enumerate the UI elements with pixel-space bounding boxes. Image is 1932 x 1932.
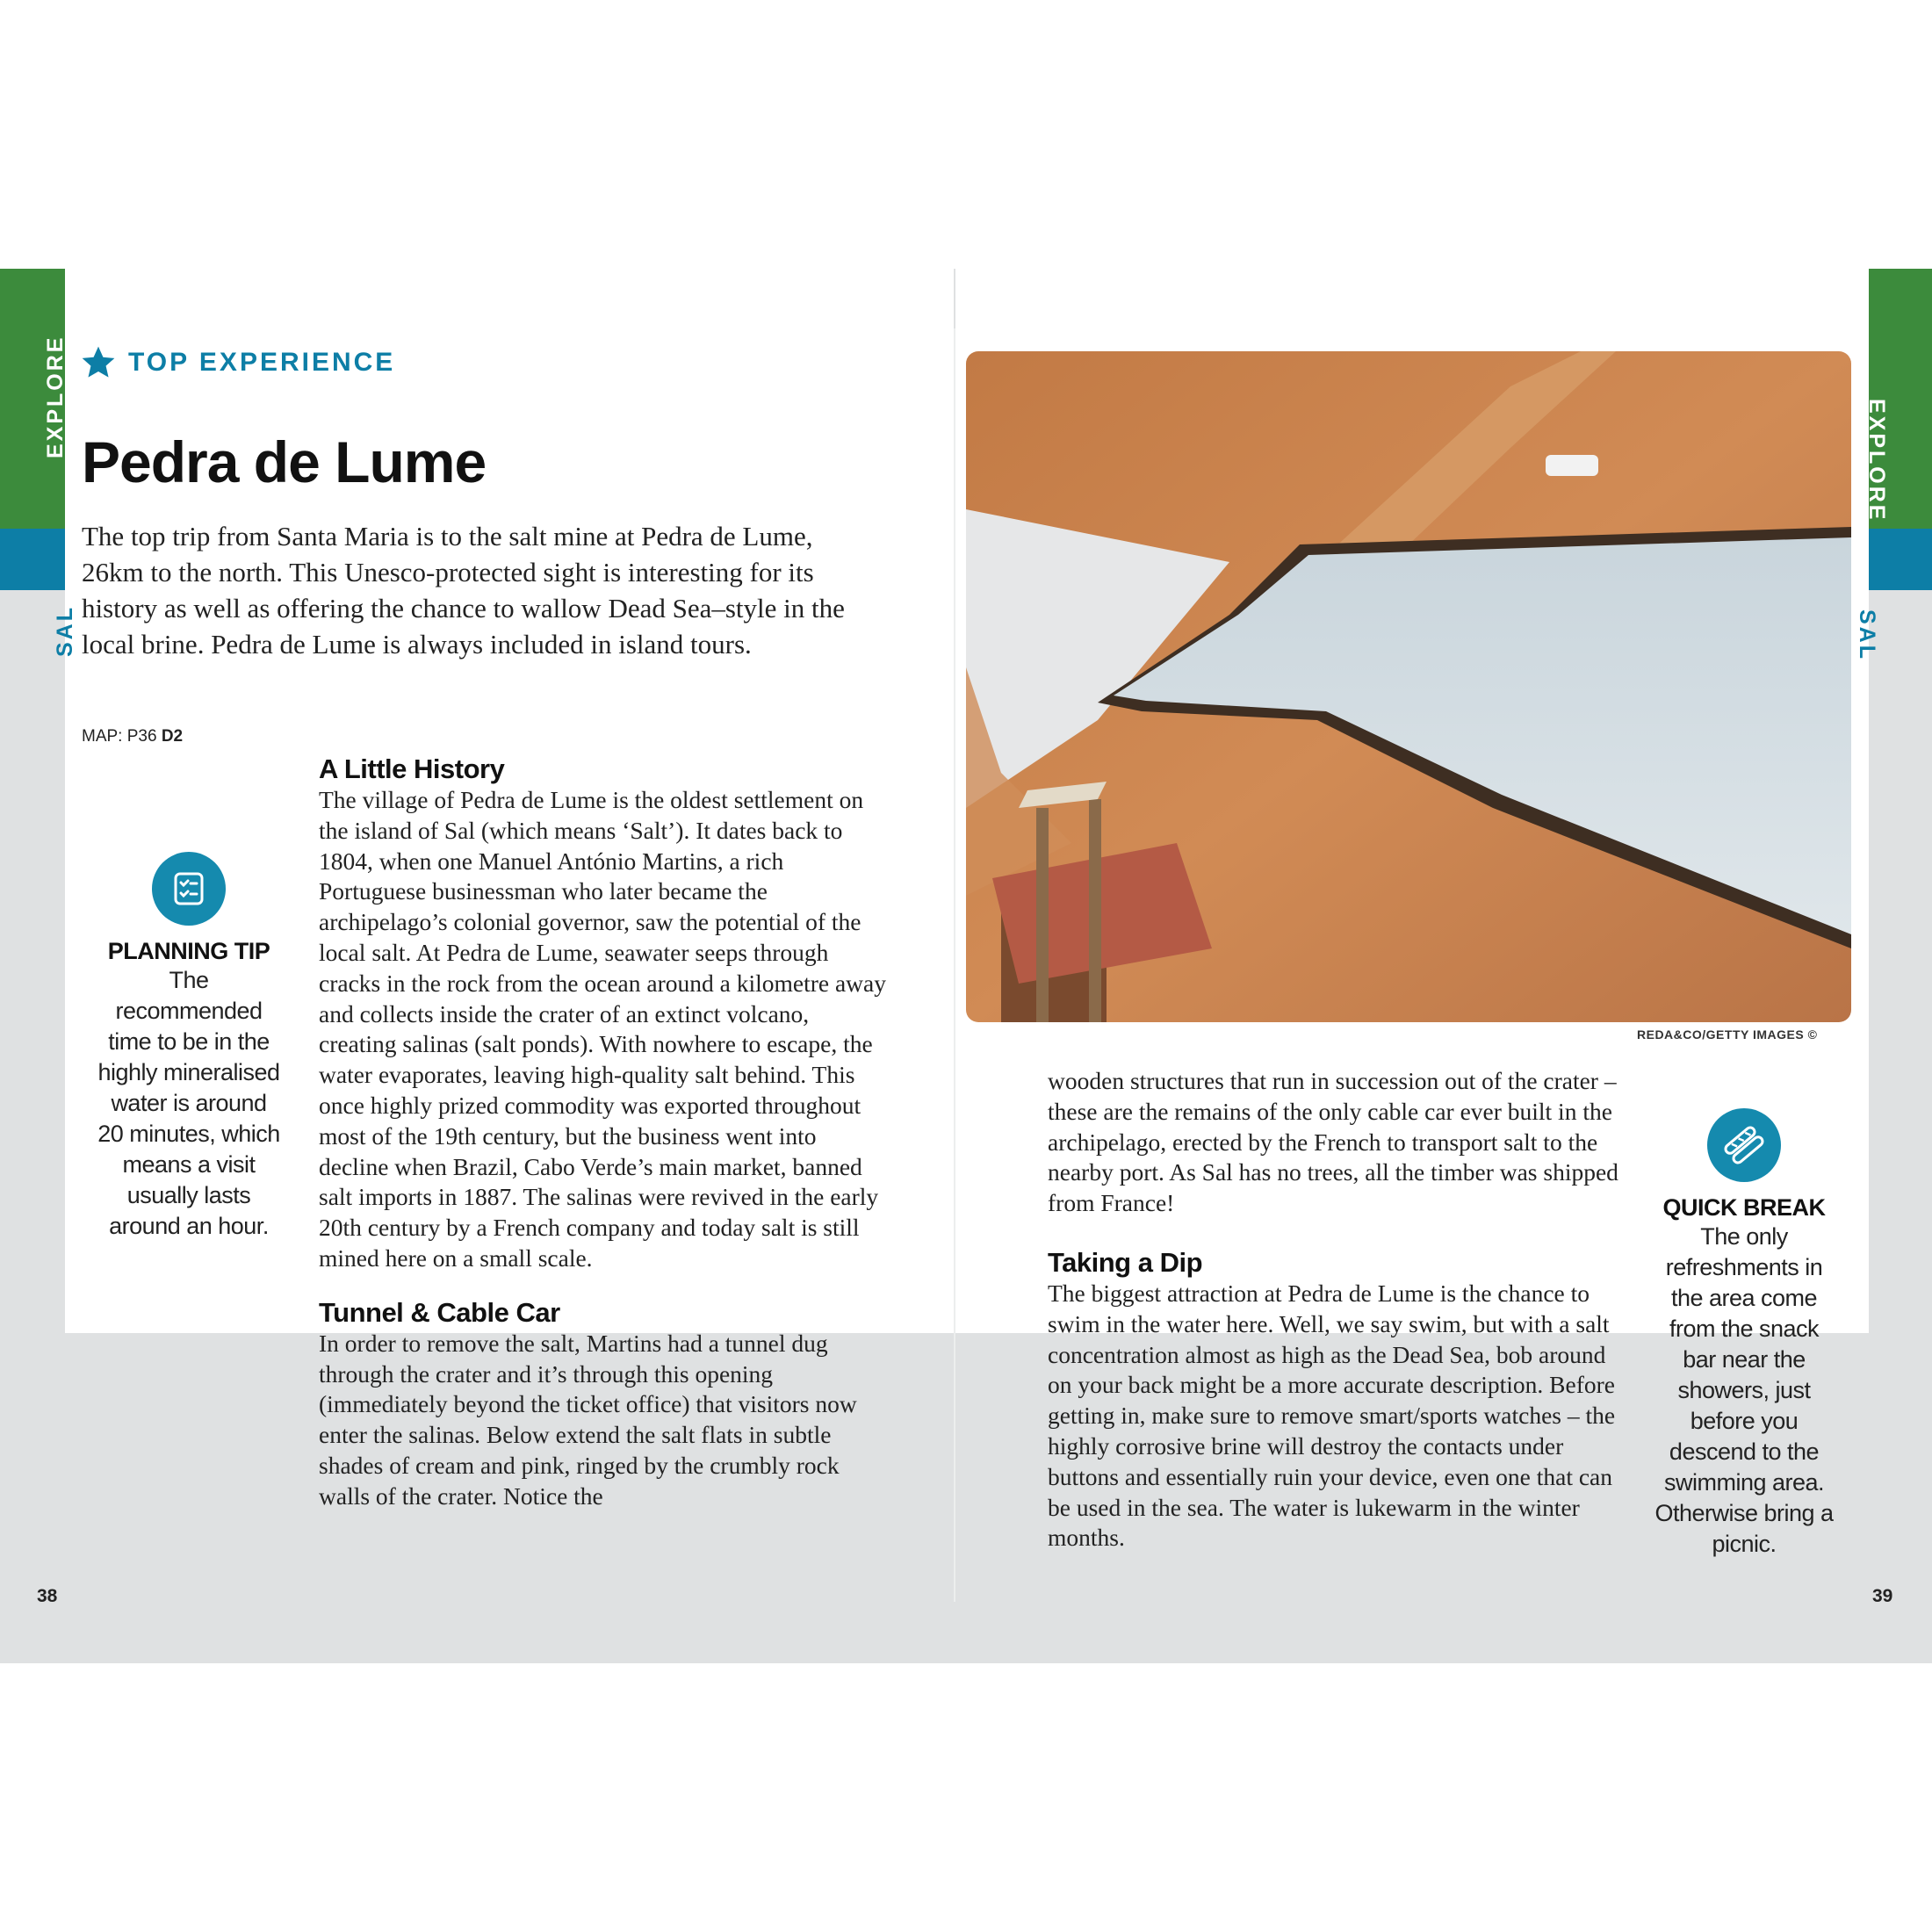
planning-tip-label: PLANNING TIP <box>107 938 270 964</box>
explore-tab-label: EXPLORE <box>1864 399 1889 523</box>
quick-break <box>1651 1108 1837 1560</box>
tunnel-body-continued: wooden structures that run in succession out of the crater – these are the remains of the only cable car ever built in the archipelago, erected by the French to transport salt to the nearby port. As Sal has no trees, all the timber was shipped from France! <box>1048 1067 1618 1217</box>
region-tab-right[interactable] <box>1869 529 1932 590</box>
tunnel-body: In order to remove the salt, Martins had a tunnel dug through the crater and it’s through this opening (immediately beyond the ticket office) that visitors now enter the salinas. Below extend the salt flats in subtle shades of cream and pink, ringed by the crumbly rock walls of the crater. Notice the <box>319 1329 857 1510</box>
right-text-column <box>1048 1066 1623 1554</box>
top-experience-label <box>79 344 395 381</box>
region-tab-label: SAL <box>1855 609 1879 661</box>
planning-tip <box>97 852 281 1242</box>
dip-heading: Taking a Dip <box>1048 1246 1203 1278</box>
intro-paragraph: The top trip from Santa Maria is to the salt mine at Pedra de Lume, 26km to the north. This Unesco-protected sight is interesting for its history as well as offering the chance to wallow Dead Sea–style in the local brine. Pedra de Lume is always included in island tours. <box>82 521 845 660</box>
quick-break-label: QUICK BREAK <box>1662 1194 1826 1221</box>
page-number-right: 39 <box>1872 1586 1893 1606</box>
page-number-left: 38 <box>37 1586 58 1606</box>
tunnel-heading: Tunnel & Cable Car <box>319 1296 560 1328</box>
left-text-column <box>319 753 890 1535</box>
map-ref-prefix: MAP: P36 <box>82 727 157 746</box>
map-ref-grid: D2 <box>161 727 184 746</box>
baguette-icon <box>1707 1108 1781 1182</box>
history-body: The village of Pedra de Lume is the oldest settlement on the island of Sal (which means ‘Salt’). It dates back to 1804, when one Manuel António Martins, a rich Portuguese businessman who later became the archipelago’s colonial governor, saw the potential of the local salt. At Pedra de Lume, seawater seeps through cracks in the rock from the ocean around a kilometre away and collects inside the crater of an extinct volcano, creating salinas (salt ponds). With nowhere to escape, the water evaporates, leaving high-quality salt behind. This once highly prized commodity was exported throughout most of the 19th century, but the business went into decline when Brazil, Cabo Verde’s main market, banned salt imports in 1887. The salinas were revived in the early 20th century by a French company and today salt is still mined here on a small scale. <box>319 786 886 1272</box>
page-gutter <box>954 328 955 1602</box>
explore-tab-label: EXPLORE <box>43 335 68 458</box>
star-icon <box>79 344 118 381</box>
history-heading: A Little History <box>319 753 505 784</box>
map-reference[interactable] <box>82 727 183 746</box>
region-tab-left[interactable] <box>0 529 65 590</box>
photo-credit: REDA&CO/GETTY IMAGES © <box>1637 1027 1818 1042</box>
salt-pond-photo <box>966 351 1851 1022</box>
planning-tip-text: The recommended time to be in the highly mineralised water is around 20 minutes, which means a visit usually lasts around an hour. <box>97 967 280 1239</box>
region-tab-label: SAL <box>53 605 77 657</box>
quick-break-text: The only refreshments in the area come from the snack bar near the showers, just before you descend to the swimming area. Otherwise bring a picnic. <box>1654 1223 1834 1557</box>
dip-body: The biggest attraction at Pedra de Lume is the chance to swim in the water here. Well, we say swim, but with a salt concentration almost as high as the Dead Sea, bob around on your back might be a more accurate description. Before getting in, make sure to remove smart/sports watches – the highly corrosive brine will destroy the contacts under buttons and essentially ruin your device, even one that can be used in the sea. The water is lukewarm in the winter months. <box>1048 1279 1616 1552</box>
checklist-icon <box>152 852 226 926</box>
top-experience-text: TOP EXPERIENCE <box>128 348 396 377</box>
page-title: Pedra de Lume <box>82 429 487 494</box>
